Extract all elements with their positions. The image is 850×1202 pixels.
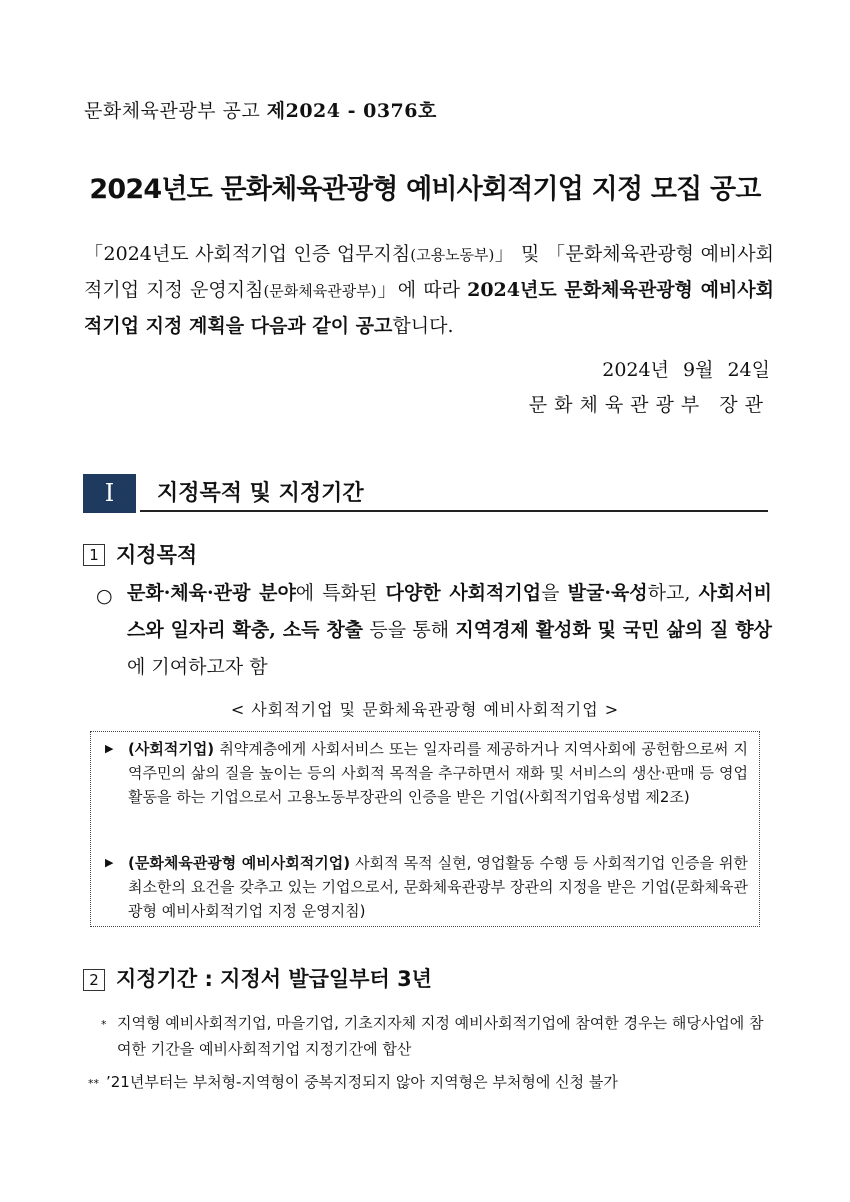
definition-2-text: 사회적 목적 실현, 영업활동 수행 등 사회적기업 인증을 위한 최소한의 요건을 갖추고 있는 기업으로서, 문화체육관광부 장관의 지정을 받은 기업(문화체육관광형 예비사회적기업 지정 운영지침) bbox=[128, 854, 748, 920]
definition-box-title: < 사회적기업 및 문화체육관광형 예비사회적기업 > bbox=[230, 700, 620, 719]
definition-2-term: (문화체육관광형 예비사회적기업) bbox=[128, 854, 351, 872]
purpose-run: 사회서비스와 일자리 확충, 소득 창출 bbox=[127, 582, 772, 641]
purpose-run: 에 기여하고자 함 bbox=[127, 656, 268, 678]
section-title: 지정목적 및 지정기간 bbox=[157, 481, 364, 506]
intro-tail: 합니다. bbox=[392, 315, 454, 337]
purpose-run: 하고, bbox=[647, 582, 699, 604]
definition-1-text: 취약계층에게 사회서비스 또는 일자리를 제공하거나 지역사회에 공헌함으로써 지역주민의 삶의 질을 높이는 등의 사회적 목적을 추구하면서 재화 및 서비스의 생산·판매 등 영업활동을 하는 기업으로서 고용노동부장관의 인증을 받은 기업(사회적기업육성법 제2조) bbox=[128, 740, 748, 806]
definition-1-term: (사회적기업) bbox=[128, 740, 215, 758]
definition-box bbox=[90, 731, 760, 927]
purpose-bullet: ○ bbox=[96, 585, 113, 607]
subsection-2-number: 2 bbox=[83, 969, 105, 991]
intro-source-1: (고용노동부) bbox=[410, 246, 495, 264]
ministry-signer: 문화체육관광부 장관 bbox=[528, 394, 770, 416]
note-2-mark: ** bbox=[88, 1077, 99, 1090]
document-title: 2024년도 문화체육관광형 예비사회적기업 지정 모집 공고 bbox=[89, 174, 761, 205]
notice-number-value: 제2024 - 0376호 bbox=[266, 100, 437, 122]
intro-part-3: 」에 따라 bbox=[376, 279, 468, 301]
purpose-run: 에 특화된 bbox=[295, 582, 386, 604]
subsection-2-title: 지정기간 : 지정서 발급일부터 3년 bbox=[116, 967, 432, 991]
note-1: 지역형 예비사회적기업, 마을기업, 기초지자체 지정 예비사회적기업에 참여한 경우는 해당사업에 참여한 기간을 예비사회적기업 지정기간에 합산 bbox=[117, 1014, 764, 1058]
purpose-run: 등을 통해 bbox=[363, 619, 456, 641]
intro-bold: 2024년도 문화체육관광형 예비사회적기업 지정 계획을 다음과 같이 공고 bbox=[84, 279, 775, 337]
intro-source-2: (문화체육관광부) bbox=[263, 282, 377, 300]
notice-prefix: 문화체육관광부 공고 bbox=[84, 100, 267, 122]
purpose-run: 다양한 사회적기업 bbox=[385, 582, 542, 604]
section-number-box: I bbox=[83, 474, 136, 513]
triangle-bullet-icon: ▶ bbox=[105, 856, 114, 869]
purpose-run: 지역경제 활성화 및 국민 삶의 질 향상 bbox=[455, 619, 772, 641]
purpose-run: 을 bbox=[541, 582, 568, 604]
notice-date: 2024년 9월 24일 bbox=[602, 359, 770, 381]
purpose-text bbox=[127, 575, 772, 686]
intro-part-2: 」 및 「문화체육관광형 예비사회적기업 지정 운영지침 bbox=[84, 243, 774, 301]
intro-paragraph bbox=[84, 237, 774, 344]
triangle-bullet-icon: ▶ bbox=[105, 742, 114, 755]
purpose-run: 문화·체육·관광 분야 bbox=[127, 582, 296, 604]
intro-part-1: 「2024년도 사회적기업 인증 업무지침 bbox=[84, 243, 411, 265]
definition-preliminary-enterprise bbox=[128, 851, 748, 923]
section-underline bbox=[140, 510, 768, 512]
subsection-1-title: 지정목적 bbox=[116, 543, 198, 567]
note-2: ’21년부터는 부처형-지역형이 중복지정되지 않아 지역형은 부처형에 신청 불가 bbox=[106, 1073, 618, 1091]
purpose-run: 발굴·육성 bbox=[567, 582, 648, 604]
definition-social-enterprise bbox=[128, 737, 748, 809]
notice-number bbox=[84, 96, 437, 123]
note-1-mark: * bbox=[101, 1018, 107, 1031]
subsection-1-number: 1 bbox=[83, 544, 105, 566]
